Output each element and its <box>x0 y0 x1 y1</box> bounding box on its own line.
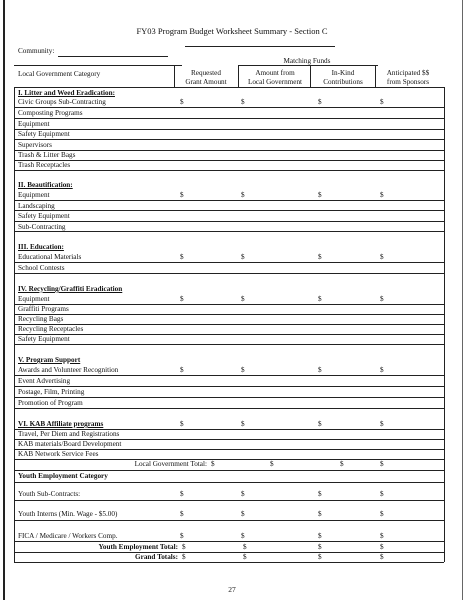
requested-currency: $ <box>211 460 215 468</box>
requested-currency: $ <box>182 553 186 561</box>
inkind-currency: $ <box>318 98 322 106</box>
litter-item: Composting Programs <box>18 109 83 117</box>
row-line <box>14 344 444 345</box>
sponsors-currency: $ <box>380 553 384 561</box>
inkind-currency: $ <box>318 553 322 561</box>
row-line <box>14 150 444 151</box>
row-line <box>14 314 444 315</box>
requested-currency: $ <box>180 98 184 106</box>
requested-currency: $ <box>180 191 184 199</box>
row-line <box>14 107 444 108</box>
local-govt-currency: $ <box>241 510 245 518</box>
recycling-item: Recycling Bags <box>18 315 64 323</box>
grand-totals-label: Grand Totals: <box>135 553 178 561</box>
community-field-line[interactable] <box>58 56 168 57</box>
sponsors-currency: $ <box>380 460 384 468</box>
amount-from-header-1: Amount from <box>255 69 295 77</box>
recycling-item: Safety Equipment <box>18 335 70 343</box>
row-line <box>14 429 444 430</box>
row-line <box>14 541 444 542</box>
sponsors-currency: $ <box>380 510 384 518</box>
kab-affiliate-item: KAB materials/Board Development <box>18 440 122 448</box>
category-header: Local Government Category <box>18 70 101 78</box>
local-govt-currency: $ <box>241 532 245 540</box>
beautification-item: Landscaping <box>18 202 55 210</box>
row-line <box>14 139 444 140</box>
header-top-line <box>14 65 182 66</box>
row-line <box>14 160 444 161</box>
scan-edge-right <box>462 0 463 600</box>
litter-item: Supervisors <box>18 141 52 149</box>
sponsors-currency: $ <box>380 543 384 551</box>
recycling-item: Equipment <box>18 295 50 303</box>
beautification-item: Sub-Contracting <box>18 223 66 231</box>
education-item: Educational Materials <box>18 253 82 261</box>
youth-employment-total-label: Youth Employment Total: <box>98 543 178 551</box>
requested-currency: $ <box>180 253 184 261</box>
litter-item: Civic Groups Sub-Contracting <box>18 98 106 106</box>
requested-currency: $ <box>180 366 184 374</box>
litter-item: Trash & Litter Bags <box>18 151 76 159</box>
local-govt-currency: $ <box>270 460 274 468</box>
sponsors-currency: $ <box>380 253 384 261</box>
row-line <box>14 439 444 440</box>
inkind-header-1: In-Kind <box>331 69 355 77</box>
row-line <box>14 386 444 387</box>
program-support-item: Promotion of Program <box>18 399 83 407</box>
section-program-support-title: V. Program Support <box>18 356 81 364</box>
litter-item: Trash Receptacles <box>18 161 71 169</box>
requested-currency: $ <box>180 295 184 303</box>
row-line <box>14 118 444 119</box>
section-education-title: III. Education: <box>18 243 64 251</box>
row-line <box>14 200 444 201</box>
scan-edge-left <box>3 0 5 600</box>
litter-item: Equipment <box>18 120 50 128</box>
header-divider-2 <box>238 65 239 87</box>
matching-funds-underline <box>238 65 378 66</box>
row-line <box>14 334 444 335</box>
section-kab-affiliate-title: VI. KAB Affiliate programs <box>18 420 104 428</box>
beautification-item: Equipment <box>18 191 50 199</box>
row-line <box>14 221 444 222</box>
local-govt-currency: $ <box>241 98 245 106</box>
requested-currency: $ <box>180 420 184 428</box>
kab-affiliate-item: KAB Network Service Fees <box>18 450 99 458</box>
education-item: School Contests <box>18 264 65 272</box>
matching-funds-header: Matching Funds <box>283 57 331 65</box>
local-govt-currency: $ <box>241 191 245 199</box>
inkind-currency: $ <box>318 191 322 199</box>
row-line <box>14 500 444 501</box>
header-divider-1 <box>174 65 175 87</box>
requested-header-2: Grant Amount <box>185 78 227 86</box>
inkind-currency: $ <box>318 532 322 540</box>
sponsors-currency: $ <box>380 295 384 303</box>
inkind-currency: $ <box>340 460 344 468</box>
sponsors-currency: $ <box>380 532 384 540</box>
program-support-item: Event Advertising <box>18 377 71 385</box>
row-line <box>14 231 444 232</box>
inkind-currency: $ <box>318 420 322 428</box>
section-beautification-title: II. Beautification: <box>18 181 73 189</box>
local-govt-currency: $ <box>241 490 245 498</box>
header-bottom-line <box>14 87 444 88</box>
inkind-currency: $ <box>318 295 322 303</box>
row-line <box>14 482 444 483</box>
inkind-currency: $ <box>318 543 322 551</box>
beautification-item: Safety Equipment <box>18 212 70 220</box>
recycling-item: Recycling Receptacles <box>18 325 84 333</box>
row-line <box>14 170 444 171</box>
inkind-currency: $ <box>318 510 322 518</box>
sponsors-currency: $ <box>380 490 384 498</box>
inkind-header-2: Contributions <box>323 78 363 86</box>
row-line <box>14 129 444 130</box>
program-support-item: Postage, Film, Printing <box>18 388 85 396</box>
page-title: FY03 Program Budget Worksheet Summary - Section C <box>136 26 328 36</box>
section-litter-title: I. Litter and Weed Eradication: <box>18 89 115 97</box>
row-line <box>14 210 444 211</box>
sponsors-currency: $ <box>380 420 384 428</box>
anticipated-header-2: from Sponsors <box>386 78 430 86</box>
local-govt-currency: $ <box>241 253 245 261</box>
requested-currency: $ <box>180 532 184 540</box>
requested-currency: $ <box>180 490 184 498</box>
requested-currency: $ <box>182 543 186 551</box>
page-number: 27 <box>228 585 236 594</box>
header-divider-3 <box>310 65 311 87</box>
local-govt-currency: $ <box>243 553 247 561</box>
amount-from-header-2: Local Government <box>247 78 303 86</box>
row-line <box>14 408 444 409</box>
local-govt-currency: $ <box>241 295 245 303</box>
inkind-currency: $ <box>318 253 322 261</box>
requested-header-1: Requested <box>191 69 221 77</box>
local-govt-total-label: Local Government Total: <box>134 460 207 468</box>
header-divider-4 <box>375 65 376 87</box>
youth-employment-title: Youth Employment Category <box>18 472 108 480</box>
litter-item: Safety Equipment <box>18 130 70 138</box>
community-label: Community: <box>18 47 55 55</box>
requested-currency: $ <box>180 510 184 518</box>
sponsors-currency: $ <box>380 191 384 199</box>
recycling-item: Graffiti Programs <box>18 305 69 313</box>
community-field-line-2[interactable] <box>185 46 335 47</box>
row-line <box>14 273 444 274</box>
table-right-border <box>444 87 445 562</box>
row-line <box>14 262 444 263</box>
table-left-border <box>14 87 15 562</box>
youth-interns-label: Youth Interns (Min. Wage - $5.00) <box>18 510 118 518</box>
section-recycling-title: IV. Recycling/Graffiti Eradication <box>18 285 123 293</box>
row-line <box>14 449 444 450</box>
row-line <box>14 397 444 398</box>
row-line <box>14 470 444 471</box>
youth-subcontracts-label: Youth Sub-Contracts: <box>18 490 81 498</box>
program-support-item: Awards and Volunteer Recognition <box>18 366 119 374</box>
local-govt-currency: $ <box>241 366 245 374</box>
inkind-currency: $ <box>318 366 322 374</box>
sponsors-currency: $ <box>380 366 384 374</box>
row-line <box>14 520 444 521</box>
row-line <box>14 304 444 305</box>
anticipated-header-1: Anticipated $$ <box>386 69 430 77</box>
inkind-currency: $ <box>318 490 322 498</box>
fica-label: FICA / Medicare / Workers Comp. <box>18 532 118 540</box>
row-line <box>14 375 444 376</box>
kab-affiliate-item: Travel, Per Diem and Registrations <box>18 430 120 438</box>
local-govt-currency: $ <box>243 543 247 551</box>
sponsors-currency: $ <box>380 98 384 106</box>
local-govt-currency: $ <box>241 420 245 428</box>
row-line <box>14 324 444 325</box>
row-line <box>14 562 444 563</box>
